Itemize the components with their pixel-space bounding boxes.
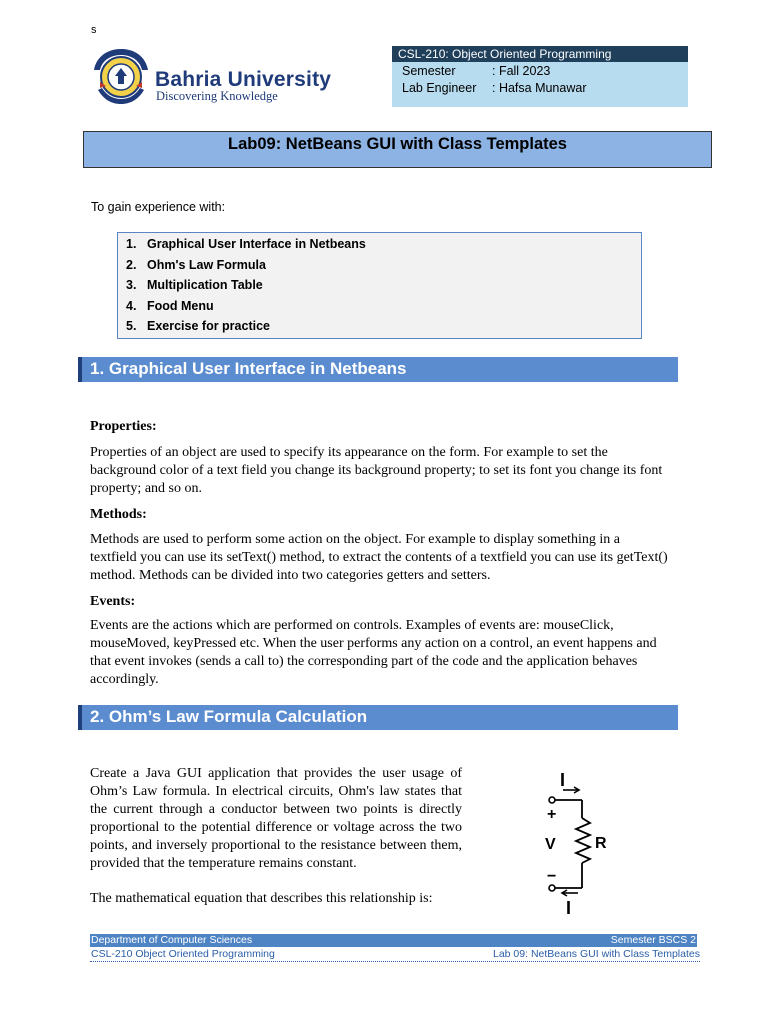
methods-text: Methods are used to perform some action on the object. For example to display something in a textfield you can use its setText() method, to extract the contents of a textfield you can use its getText() method. Methods can be divided into two categories getters and setters. xyxy=(90,532,668,583)
voltage-label: V xyxy=(545,836,556,853)
semester-value: : Fall 2023 xyxy=(492,64,551,78)
list-item xyxy=(126,299,214,313)
footer-row xyxy=(90,947,700,962)
ohms-law-circuit-diagram xyxy=(535,766,615,918)
item-text: Graphical User Interface in Netbeans xyxy=(147,237,366,251)
methods-heading: Methods: xyxy=(90,507,147,522)
item-number: 2. xyxy=(126,258,137,272)
current-top-label: I xyxy=(560,770,566,790)
properties-text: Properties of an object are used to specify its appearance on the form. For example to set the background color of a text field you change its background property; to set its font you change its font property; and so on. xyxy=(90,445,663,496)
section-1-heading: 1. Graphical User Interface in Netbeans xyxy=(90,359,407,378)
item-text: Exercise for practice xyxy=(147,319,270,333)
university-name: Bahria University xyxy=(155,68,332,91)
engineer-value: : Hafsa Munawar xyxy=(492,81,587,95)
engineer-label: Lab Engineer xyxy=(402,81,477,95)
events-text: Events are the actions which are performed on controls. Examples of events are: mouseClick, mouseMoved, keyPressed etc. When the user performs any action on a control, an event happens and that event invokes (sends a call to) the corresponding part of the code and the application behaves accordingly. xyxy=(90,618,657,687)
item-number: 4. xyxy=(126,299,137,313)
item-number: 3. xyxy=(126,278,137,292)
events-heading: Events: xyxy=(90,594,136,609)
item-number: 5. xyxy=(126,319,137,333)
item-text: Multiplication Table xyxy=(147,278,263,292)
objectives-list xyxy=(117,232,642,339)
current-bottom-label: I xyxy=(566,898,572,918)
semester-row xyxy=(402,64,550,78)
footer-course: CSL-210 Object Oriented Programming xyxy=(91,948,275,960)
semester-label: Semester xyxy=(402,64,456,78)
item-text: Ohm's Law Formula xyxy=(147,258,266,272)
minus-label: − xyxy=(547,868,557,885)
lab-title: Lab09: NetBeans GUI with Class Templates xyxy=(228,135,567,153)
course-info-box xyxy=(392,46,688,107)
plus-label: + xyxy=(547,806,557,823)
corner-mark: s xyxy=(91,24,97,36)
section-2-heading: 2. Ohm’s Law Formula Calculation xyxy=(90,707,368,726)
intro-text: To gain experience with: xyxy=(91,200,226,214)
footer-department: Department of Computer Sciences xyxy=(91,934,253,946)
properties-heading: Properties: xyxy=(90,419,157,434)
list-item xyxy=(126,258,266,272)
course-code: CSL-210: Object Oriented Programming xyxy=(392,46,688,62)
lab-title-box xyxy=(83,131,712,168)
section-1-heading-bar xyxy=(78,357,678,382)
list-item xyxy=(126,319,270,333)
section-2-heading-bar xyxy=(78,705,678,730)
footer-bar xyxy=(90,934,697,947)
engineer-row xyxy=(402,81,586,95)
list-item xyxy=(126,278,263,292)
resistance-label: R xyxy=(595,835,607,852)
item-text: Food Menu xyxy=(147,299,214,313)
ohms-law-text: Create a Java GUI application that provides the user usage of Ohm’s Law formula. In electrical circuits, Ohm's law states that the current through a conductor between two points is directly proportional to the potential difference or voltage across the two points, and inversely proportional to the resistance between them, provided that the temperature remains constant. xyxy=(90,766,462,871)
university-tagline: Discovering Knowledge xyxy=(156,89,278,103)
footer-lab: Lab 09: NetBeans GUI with Class Templates xyxy=(493,948,700,960)
item-number: 1. xyxy=(126,237,137,251)
ohms-law-equation-intro: The mathematical equation that describes this relationship is: xyxy=(90,891,433,906)
list-item xyxy=(126,237,366,251)
footer-semester: Semester BSCS 2 xyxy=(610,934,696,946)
